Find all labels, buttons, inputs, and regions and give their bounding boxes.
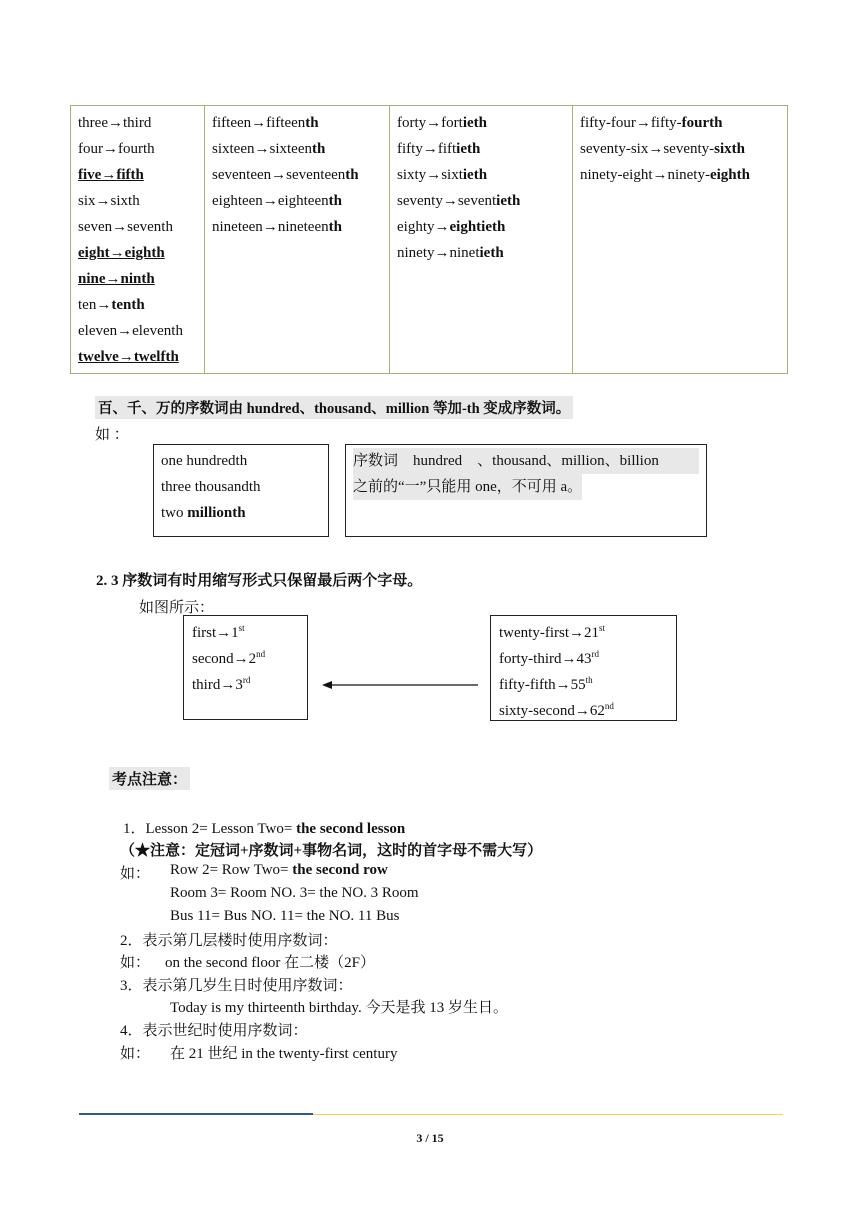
abbrev-line: third→3rd (192, 675, 251, 693)
note-1-example: Bus 11= Bus NO. 11= the NO. 11 Bus (170, 908, 400, 924)
abbrev-intro: 如图所示： (139, 600, 215, 616)
abbrev-line: sixty-second→62nd (499, 701, 614, 719)
abbrev-line: forty-third→43rd (499, 649, 599, 667)
ordinal-row: sixty→sixtieth (397, 167, 488, 183)
ordinal-col-4 (573, 106, 788, 374)
abbrev-left-box (183, 615, 308, 720)
hundred-examples-box (153, 444, 329, 537)
page-number: 3 / 15 (416, 1131, 444, 1145)
ordinal-row: sixteen→sixteenth (212, 141, 326, 157)
note-1-example: Row 2= Row Two= the second row (170, 862, 388, 878)
ordinal-row: seventeen→seventeenth (212, 167, 359, 183)
example-line: two millionth (161, 505, 246, 521)
example-label: 如 ： (95, 427, 129, 443)
abbrev-right-box (490, 615, 677, 721)
ordinal-row: eighteen→eighteenth (212, 193, 342, 209)
note-1-example: Room 3= Room NO. 3= the NO. 3 Room (170, 885, 419, 901)
abbrev-line: fifty-fifth→55th (499, 675, 593, 693)
ordinal-row: fifteen→fifteenth (212, 115, 319, 131)
ordinal-row-irregular: twelve→twelfth (78, 349, 179, 365)
note-2: 2．表示第几层楼时使用序数词： (120, 933, 338, 949)
ordinal-col-2 (205, 106, 390, 374)
note-1-remark: （★注意：定冠词+序数词+事物名词，这时的首字母不需大写） (120, 843, 543, 859)
abbrev-line: first→1st (192, 623, 245, 641)
ordinal-row: ten→tenth (78, 297, 145, 313)
ordinal-row: six→sixth (78, 193, 140, 209)
example-label: 如： (120, 866, 151, 882)
ordinal-row: seven→seventh (78, 219, 173, 235)
ordinal-row: eighty→eightieth (397, 219, 506, 235)
example-line: three thousandth (161, 479, 261, 495)
ordinal-row: ninety-eight→ninety-eighth (580, 167, 750, 183)
ordinal-row: fifty-four→fifty-fourth (580, 115, 723, 131)
ordinal-table (70, 105, 788, 374)
ordinal-row-irregular: eight→eighth (78, 245, 165, 261)
note-2-example: on the second floor 在二楼（2F） (165, 955, 375, 971)
abbrev-line: twenty-first→21st (499, 623, 605, 641)
ordinal-col-3 (390, 106, 573, 374)
ordinal-row: seventy→seventieth (397, 193, 521, 209)
ordinal-row: four→fourth (78, 141, 155, 157)
abbrev-heading: 2. 3 序数词有时用缩写形式只保留最后两个字母。 (96, 573, 423, 589)
ordinal-row-irregular: five→fifth (78, 167, 144, 183)
ordinal-row: fifty→fiftieth (397, 141, 481, 157)
footer-rule (313, 1114, 783, 1115)
note-1: 1．Lesson 2= Lesson Two= the second lesson (123, 821, 406, 837)
example-label: 如： (120, 1046, 151, 1062)
ordinal-col-1 (71, 106, 205, 374)
abbrev-line: second→2nd (192, 649, 266, 667)
hundred-heading: 百、千、万的序数词由 hundred、thousand、million 等加-th 变成序数词。 (95, 396, 573, 419)
ordinal-row: seventy-six→seventy-sixth (580, 141, 745, 157)
ordinal-row-irregular: nine→ninth (78, 271, 155, 287)
left-arrow-icon (320, 678, 482, 692)
footer-rule (79, 1113, 313, 1115)
note-line: 序数词 hundred 、thousand、million、billion (353, 448, 699, 474)
ordinal-row: ninety→ninetieth (397, 245, 504, 261)
note-4-example: 在 21 世纪 in the twenty-first century (170, 1046, 398, 1062)
ordinal-row: eleven→eleventh (78, 323, 183, 339)
note-3: 3．表示第几岁生日时使用序数词： (120, 978, 353, 994)
example-line: one hundredth (161, 453, 248, 469)
ordinal-row: forty→fortieth (397, 115, 488, 131)
hundred-note-box (345, 444, 707, 537)
ordinal-row: nineteen→nineteenth (212, 219, 342, 235)
notes-heading: 考点注意： (109, 767, 190, 790)
note-3-example: Today is my thirteenth birthday. 今天是我 13 岁生日。 (170, 1000, 508, 1016)
note-4: 4．表示世纪时使用序数词： (120, 1023, 308, 1039)
note-line: 之前的“一”只能用 one，不可用 a。 (353, 474, 582, 500)
ordinal-row: three→third (78, 115, 152, 131)
example-label: 如： (120, 955, 151, 971)
